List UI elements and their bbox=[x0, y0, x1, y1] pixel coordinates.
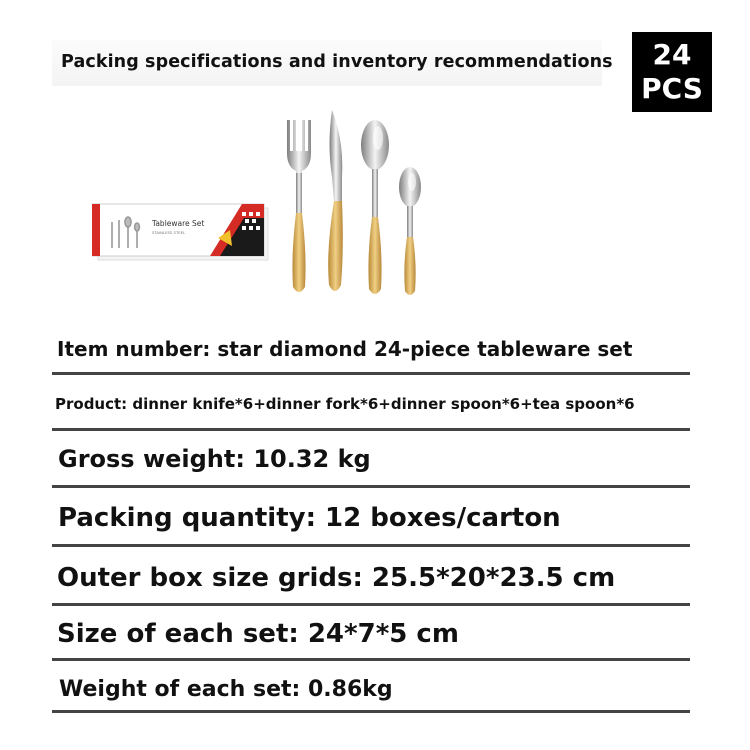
tea-spoon-icon bbox=[399, 167, 421, 295]
divider bbox=[52, 710, 690, 713]
page-title: Packing specifications and inventory recommendations bbox=[61, 52, 613, 72]
spec-product: Product: dinner knife*6+dinner fork*6+dinner spoon*6+tea spoon*6 bbox=[55, 395, 635, 413]
spec-set-size: Size of each set: 24*7*5 cm bbox=[57, 619, 459, 649]
dinner-spoon-icon bbox=[361, 120, 389, 294]
spec-set-weight: Weight of each set: 0.86kg bbox=[59, 677, 393, 702]
spec-item-number: Item number: star diamond 24-piece tableware set bbox=[57, 337, 633, 361]
pieces-unit: PCS bbox=[641, 72, 703, 105]
divider bbox=[52, 603, 690, 606]
box-title: Tableware Set bbox=[152, 219, 205, 228]
divider bbox=[52, 428, 690, 431]
divider bbox=[52, 658, 690, 661]
spec-packing-quantity: Packing quantity: 12 boxes/carton bbox=[58, 503, 561, 533]
divider bbox=[52, 544, 690, 547]
box-subtitle: STAINLESS STEEL bbox=[152, 230, 186, 235]
tableware-box-image bbox=[92, 200, 270, 262]
spec-gross-weight: Gross weight: 10.32 kg bbox=[58, 445, 371, 473]
cutlery-image bbox=[282, 105, 432, 300]
spec-outer-box-size: Outer box size grids: 25.5*20*23.5 cm bbox=[57, 563, 616, 593]
fork-icon bbox=[287, 120, 311, 292]
knife-icon bbox=[328, 110, 343, 291]
divider bbox=[52, 372, 690, 375]
pieces-count: 24 bbox=[652, 38, 692, 71]
pieces-badge bbox=[632, 32, 712, 112]
divider bbox=[52, 485, 690, 488]
